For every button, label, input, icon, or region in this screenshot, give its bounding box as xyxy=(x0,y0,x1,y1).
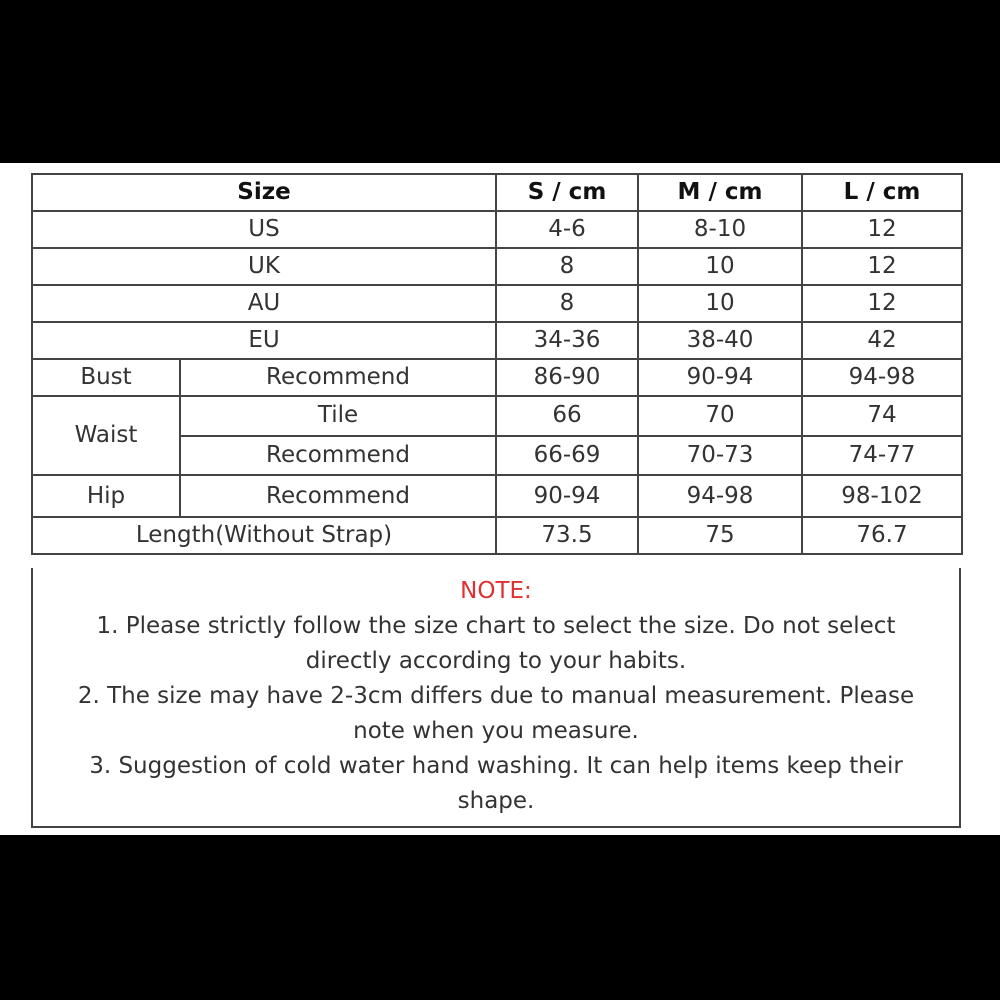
row-label-uk: UK xyxy=(32,248,496,285)
note-line-1b: directly according to your habits. xyxy=(305,648,687,674)
cell-length-m: 75 xyxy=(638,517,802,554)
table-row xyxy=(32,359,962,396)
cell-uk-l: 12 xyxy=(802,248,962,285)
cell-eu-l: 42 xyxy=(802,322,962,359)
table-row xyxy=(32,396,962,436)
row-label-waist: Waist xyxy=(32,396,180,475)
note-line-2b: note when you measure. xyxy=(353,718,639,744)
cell-waist-tile-s: 66 xyxy=(496,396,638,436)
cell-eu-s: 34-36 xyxy=(496,322,638,359)
cell-waist-tile-m: 70 xyxy=(638,396,802,436)
row-label-au: AU xyxy=(32,285,496,322)
row-sublabel-hip: Recommend xyxy=(180,475,496,517)
cell-waist-tile-l: 74 xyxy=(802,396,962,436)
cell-bust-m: 90-94 xyxy=(638,359,802,396)
note-line-3b: shape. xyxy=(457,788,535,814)
cell-au-s: 8 xyxy=(496,285,638,322)
cell-hip-m: 94-98 xyxy=(638,475,802,517)
row-label-length: Length(Without Strap) xyxy=(32,517,496,554)
cell-bust-l: 94-98 xyxy=(802,359,962,396)
cell-us-s: 4-6 xyxy=(496,211,638,248)
header-s: S / cm xyxy=(496,174,638,211)
table-row xyxy=(32,322,962,359)
cell-hip-l: 98-102 xyxy=(802,475,962,517)
row-label-us: US xyxy=(32,211,496,248)
note-line-2a: 2. The size may have 2-3cm differs due to manual measurement. Please xyxy=(77,683,915,709)
size-chart-sheet xyxy=(0,163,1000,835)
row-sublabel-waist-tile: Tile xyxy=(180,396,496,436)
cell-au-m: 10 xyxy=(638,285,802,322)
note-box xyxy=(31,568,961,828)
cell-hip-s: 90-94 xyxy=(496,475,638,517)
row-sublabel-waist-recommend: Recommend xyxy=(180,436,496,476)
size-table xyxy=(31,173,963,555)
cell-uk-s: 8 xyxy=(496,248,638,285)
note-title: NOTE: xyxy=(460,578,532,604)
header-size: Size xyxy=(32,174,496,211)
cell-au-l: 12 xyxy=(802,285,962,322)
row-sublabel-bust: Recommend xyxy=(180,359,496,396)
table-row xyxy=(32,517,962,554)
header-l: L / cm xyxy=(802,174,962,211)
row-label-hip: Hip xyxy=(32,475,180,517)
cell-waist-recommend-l: 74-77 xyxy=(802,436,962,476)
cell-us-m: 8-10 xyxy=(638,211,802,248)
row-label-bust: Bust xyxy=(32,359,180,396)
cell-length-s: 73.5 xyxy=(496,517,638,554)
cell-bust-s: 86-90 xyxy=(496,359,638,396)
table-row xyxy=(32,211,962,248)
cell-uk-m: 10 xyxy=(638,248,802,285)
table-header-row xyxy=(32,174,962,211)
cell-us-l: 12 xyxy=(802,211,962,248)
cell-waist-recommend-m: 70-73 xyxy=(638,436,802,476)
cell-eu-m: 38-40 xyxy=(638,322,802,359)
table-row xyxy=(32,475,962,517)
note-line-1a: 1. Please strictly follow the size chart to select the size. Do not select xyxy=(96,613,896,639)
row-label-eu: EU xyxy=(32,322,496,359)
cell-waist-recommend-s: 66-69 xyxy=(496,436,638,476)
table-row xyxy=(32,285,962,322)
header-m: M / cm xyxy=(638,174,802,211)
note-line-3a: 3. Suggestion of cold water hand washing. It can help items keep their xyxy=(89,753,903,779)
table-row xyxy=(32,248,962,285)
cell-length-l: 76.7 xyxy=(802,517,962,554)
